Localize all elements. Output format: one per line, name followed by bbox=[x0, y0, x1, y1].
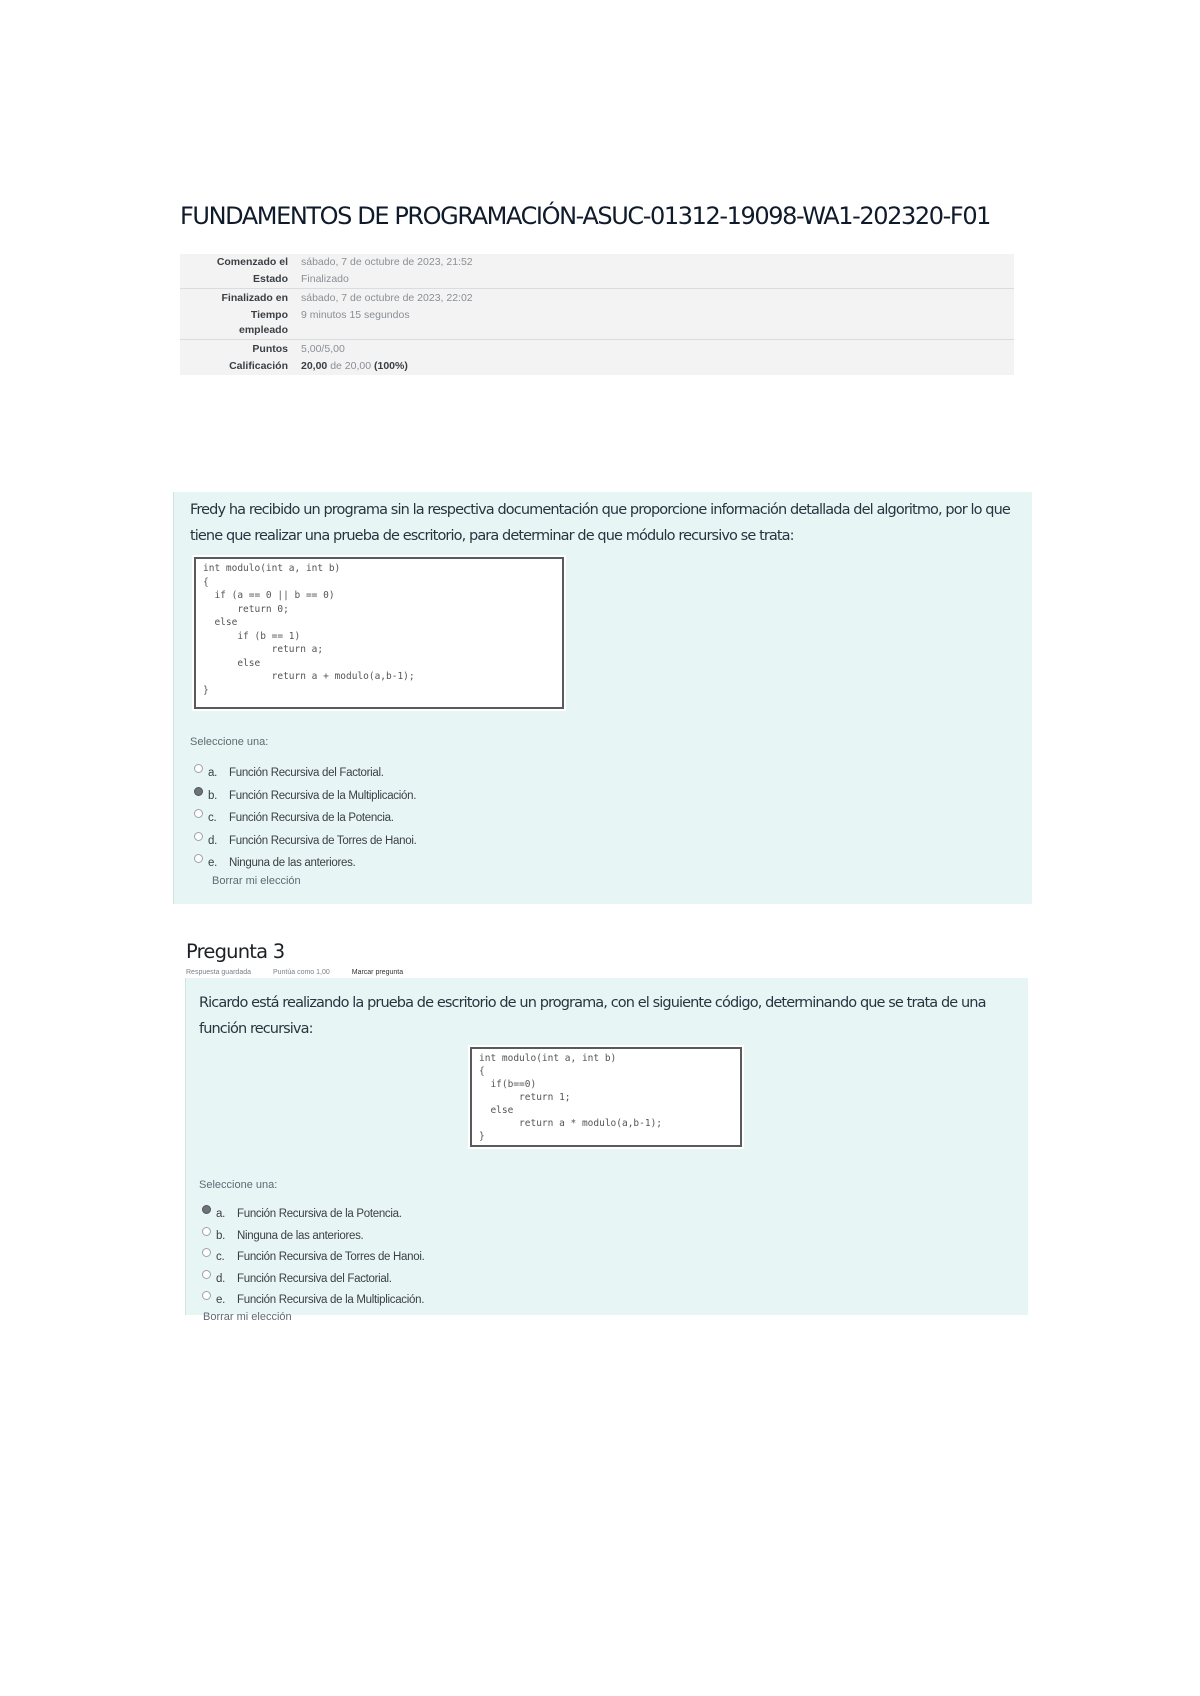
flag-question-link[interactable]: Marcar pregunta bbox=[351, 969, 404, 976]
answer-letter: b. bbox=[208, 789, 217, 802]
summary-label-line: Tiempo bbox=[250, 309, 288, 321]
summary-label: Estado bbox=[252, 273, 288, 285]
summary-label bbox=[180, 307, 295, 340]
code-snippet: int modulo(int a, int b) { if(b==0) return 1; else return a * modulo(a,b-1); } bbox=[479, 1053, 663, 1142]
radio-button-selected[interactable] bbox=[202, 1205, 211, 1214]
code-image bbox=[468, 1045, 744, 1149]
radio-button[interactable] bbox=[194, 764, 203, 773]
summary-row-grade bbox=[180, 358, 1014, 375]
radio-button[interactable] bbox=[194, 809, 203, 818]
summary-row-time bbox=[180, 307, 1014, 340]
answer-letter: e. bbox=[216, 1294, 225, 1306]
radio-button[interactable] bbox=[194, 854, 203, 863]
course-title: FUNDAMENTOS DE PROGRAMACIÓN-ASUC-01312-19098-WA1-202320-F01 bbox=[180, 202, 991, 230]
radio-button[interactable] bbox=[194, 832, 203, 841]
clear-choice-link[interactable]: Borrar mi elección bbox=[203, 1311, 292, 1323]
answer-letter: a. bbox=[208, 767, 217, 779]
radio-button[interactable] bbox=[202, 1227, 211, 1236]
radio-button[interactable] bbox=[202, 1248, 211, 1257]
summary-value: Finalizado bbox=[301, 273, 349, 285]
summary-value: sábado, 7 de octubre de 2023, 22:02 bbox=[295, 289, 1014, 308]
answer-label[interactable]: Ninguna de las anteriores. bbox=[237, 1229, 364, 1242]
answer-label[interactable]: Función Recursiva del Factorial. bbox=[237, 1272, 392, 1285]
answer-label[interactable]: Función Recursiva de Torres de Hanoi. bbox=[237, 1251, 425, 1263]
answer-label[interactable]: Función Recursiva de la Potencia. bbox=[229, 812, 394, 824]
radio-button[interactable] bbox=[202, 1291, 211, 1300]
question-heading: Pregunta 3 bbox=[186, 940, 285, 963]
question-points: Puntúa como 1,00 bbox=[272, 969, 330, 976]
summary-row-started bbox=[180, 254, 1014, 271]
summary-row-points bbox=[180, 340, 1014, 359]
grade-score: 20,00 bbox=[301, 360, 328, 372]
radio-button-selected[interactable] bbox=[194, 787, 203, 796]
summary-label: Finalizado en bbox=[180, 289, 295, 308]
select-prompt: Seleccione una: bbox=[190, 736, 269, 748]
summary-row-finished bbox=[180, 289, 1014, 308]
question-info bbox=[186, 969, 423, 976]
answer-letter: d. bbox=[208, 834, 217, 847]
answer-label[interactable]: Función Recursiva de la Potencia. bbox=[237, 1208, 402, 1220]
grade-max: de 20,00 bbox=[327, 360, 374, 372]
answer-label[interactable]: Función Recursiva de la Multiplicación. bbox=[229, 789, 417, 802]
answer-letter: e. bbox=[208, 857, 217, 869]
question-text: Ricardo está realizando la prueba de escritorio de un programa, con el siguiente código, determinando que se trata de una función recursiva: bbox=[199, 995, 986, 1037]
answer-label[interactable]: Ninguna de las anteriores. bbox=[229, 857, 356, 869]
summary-label: Calificación bbox=[229, 360, 288, 372]
answer-letter: c. bbox=[216, 1251, 225, 1263]
code-snippet: int modulo(int a, int b) { if (a == 0 || b == 0) return 0; else if (b == 1) return a; else return a + modulo(a,b-1); } bbox=[203, 563, 415, 696]
summary-label-line: empleado bbox=[238, 324, 288, 336]
summary-value: sábado, 7 de octubre de 2023, 21:52 bbox=[301, 256, 473, 268]
answer-letter: d. bbox=[216, 1272, 225, 1285]
clear-choice-link[interactable]: Borrar mi elección bbox=[212, 875, 301, 887]
grade-percent: (100%) bbox=[374, 360, 408, 372]
answer-label[interactable]: Función Recursiva de Torres de Hanoi. bbox=[229, 834, 417, 847]
question-text: Fredy ha recibido un programa sin la respectiva documentación que proporcione información detallada del algoritmo, por lo que tiene que realizar una prueba de escritorio, para determinar de que módulo recursivo se trata: bbox=[190, 502, 1010, 544]
answer-label[interactable]: Función Recursiva del Factorial. bbox=[229, 767, 384, 779]
summary-value: 5,00/5,00 bbox=[295, 340, 1014, 359]
radio-button[interactable] bbox=[202, 1270, 211, 1279]
attempt-summary-table bbox=[180, 254, 1014, 375]
question-2-box bbox=[173, 492, 1032, 904]
select-prompt: Seleccione una: bbox=[199, 1179, 278, 1191]
answer-label[interactable]: Función Recursiva de la Multiplicación. bbox=[237, 1294, 425, 1306]
summary-value: 9 minutos 15 segundos bbox=[301, 309, 410, 321]
question-3-box bbox=[185, 978, 1028, 1323]
answer-letter: b. bbox=[216, 1229, 225, 1242]
code-image bbox=[192, 555, 566, 711]
summary-label: Comenzado el bbox=[216, 256, 288, 268]
summary-row-state bbox=[180, 271, 1014, 289]
summary-label: Puntos bbox=[180, 340, 295, 359]
question-status: Respuesta guardada bbox=[186, 969, 251, 976]
answer-letter: c. bbox=[208, 812, 217, 824]
summary-value bbox=[295, 358, 1014, 375]
answer-letter: a. bbox=[216, 1208, 225, 1220]
